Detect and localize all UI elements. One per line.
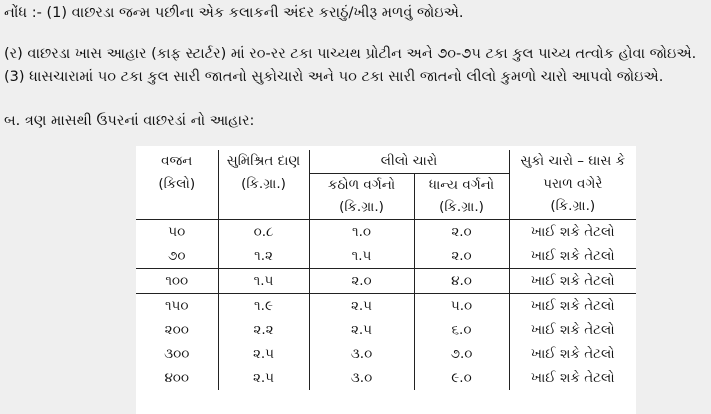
- table-row: [136, 293, 636, 318]
- header-cereal: ધાન્ય વર્ગનો (કિ.ગ્રા.): [414, 173, 509, 219]
- cell-legume: ૨.૫: [309, 318, 414, 342]
- cell-weight: ૧૫૦: [136, 293, 218, 318]
- note-colostrum: નોંધ :- (1) વાછરડા જન્મ પછીના એક કલાકની અંદર કરાઠું/ખીરૂ મળવું જોઇએ.: [4, 5, 464, 21]
- cell-cereal: ૨.૦: [414, 244, 509, 269]
- header-weight: વજન (કિલો): [136, 150, 218, 219]
- cell-dry: ખાઈ શકે તેટલો: [530, 369, 615, 386]
- cell-cereal: ૫.૦: [414, 293, 509, 318]
- cell-concentrate: ૦.૮: [218, 219, 309, 244]
- cell-legume: ૧.૦: [309, 219, 414, 244]
- table-row: [136, 244, 636, 269]
- cell-weight: ૪૦૦: [136, 366, 218, 390]
- table-row: [136, 318, 636, 342]
- cell-cereal: ૬.૦: [414, 318, 509, 342]
- cell-dry: ખાઈ શકે તેટલો: [530, 345, 615, 362]
- cell-dry: ખાઈ શકે તેટલો: [530, 223, 615, 240]
- cell-dry: ખાઈ શકે તેટલો: [509, 293, 636, 318]
- cell-legume: ૩.૦: [309, 342, 414, 366]
- calf-diet-table: [136, 150, 636, 390]
- header-dry-fodder: સુકો ચારો – ઘાસ કે પરાળ વગેરે (કિ.ગ્રા.): [509, 150, 636, 219]
- diet-table-panel: [136, 146, 636, 414]
- table-row: [136, 268, 636, 293]
- cell-legume: ૨.૦: [309, 268, 414, 293]
- cell-weight: ૨૦૦: [136, 318, 218, 342]
- cell-dry: ખાઈ શકે તેટલો: [530, 321, 615, 338]
- cell-dry: ખાઈ શકે તેટલો: [530, 247, 615, 264]
- table-row: [136, 219, 636, 244]
- cell-legume: ૨.૫: [309, 293, 414, 318]
- table-row: [136, 342, 636, 366]
- section-heading: બ. ત્રણ માસથી ઉપરનાં વાછરડાં નો આહાર:: [4, 113, 255, 129]
- cell-concentrate: ૨.૨: [218, 318, 309, 342]
- header-legume: કઠોળ વર્ગનો (કિ.ગ્રા.): [309, 173, 414, 219]
- header-concentrate: સુમિશ્રિત દાણ (કિ.ગ્રા.): [218, 150, 309, 219]
- cell-weight: ૫૦: [136, 219, 218, 244]
- note-calf-starter: (ર) વાછરડા ખાસ આહાર (કાફ સ્ટાર્ટર) માં ર૦-રર ટકા પાચ્યથ પ્રોટીન અને ૭૦-૭૫ ટકા કુલ પાચ્ય તત્વોક હોવા જોઇએ.: [4, 46, 697, 62]
- note-fodder: (3) ધાસચારામાં ૫૦ ટકા કુલ સારી જાતનો સુકોચારો અને ૫૦ ટકા સારી જાતનો લીલો કુમળો ચારો આપવો જોઇએ.: [4, 69, 664, 85]
- cell-legume: ૧.૫: [309, 244, 414, 269]
- cell-concentrate: ૨.૫: [218, 366, 309, 390]
- header-green-fodder: લીલો ચારો: [309, 150, 509, 173]
- cell-weight: ૩૦૦: [136, 342, 218, 366]
- cell-cereal: ૪.૦: [414, 268, 509, 293]
- cell-weight: ૧૦૦: [136, 268, 218, 293]
- cell-cereal: ૭.૦: [414, 342, 509, 366]
- table-row: [136, 366, 636, 390]
- cell-dry: ખાઈ શકે તેટલો: [509, 268, 636, 293]
- cell-legume: ૩.૦: [309, 366, 414, 390]
- cell-concentrate: ૧.૯: [218, 293, 309, 318]
- cell-cereal: ૨.૦: [414, 219, 509, 244]
- cell-concentrate: ૧.૫: [218, 268, 309, 293]
- cell-cereal: ૯.૦: [414, 366, 509, 390]
- cell-concentrate: ૧.૨: [218, 244, 309, 269]
- cell-weight: ૭૦: [136, 244, 218, 269]
- cell-concentrate: ૨.૫: [218, 342, 309, 366]
